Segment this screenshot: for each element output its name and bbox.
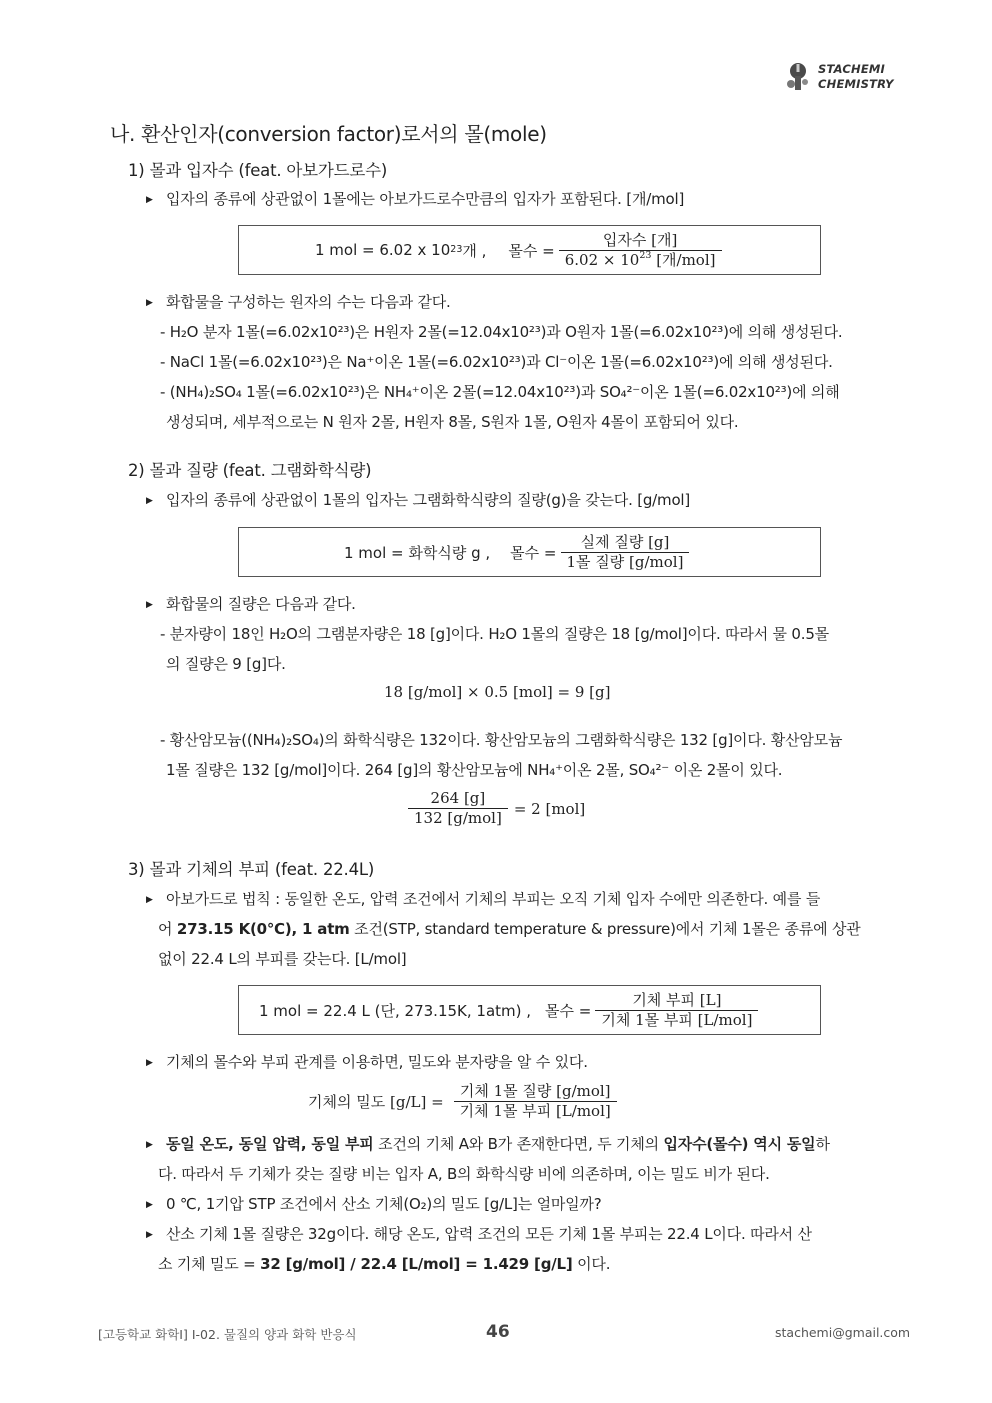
- bullet-icon: ▶: [146, 1058, 153, 1068]
- sub1-bullet1: ▶ 입자의 종류에 상관없이 1몰에는 아보가드로수만큼의 입자가 포함된다. [개/mol]: [146, 184, 684, 215]
- bullet-icon: ▶: [146, 895, 153, 905]
- sub2-title: 2) 몰과 질량 (feat. 그램화학식량): [128, 461, 372, 480]
- sub1-fraction: $\frac{\text{입자수 [개]}}{6.02 \times 10^{23} [개/mol]}$: [559, 231, 722, 270]
- sub1-line3: - (NH₄)₂SO₄ 1몰(=6.02x10²³)은 NH₄⁺이온 2몰(=12.04x10²³)과 SO₄²⁻이온 1몰(=6.02x10²³)에 의해: [160, 383, 840, 401]
- logo: [784, 60, 904, 96]
- sub3-formula-box: 1 mol = 22.4 L (단, 273.15K, 1atm) , 몰수 = $\frac{\text{기체 부피 [L]}}{\text{기체 1몰 부피 [L/mol]}}$: [238, 985, 821, 1035]
- sub2-equation1: 18 [g/mol] × 0.5 [mol] = 9 [g]: [384, 683, 611, 701]
- sub2-line1: - 분자량이 18인 H₂O의 그램분자량은 18 [g]이다. H₂O 1몰의 질량은 18 [g/mol]이다. 따라서 물 0.5몰: [160, 625, 829, 643]
- sub3-title: 3) 몰과 기체의 부피 (feat. 22.4L): [128, 860, 375, 879]
- sub3-fraction: $\frac{\text{기체 부피 [L]}}{\text{기체 1몰 부피 [L/mol]}}$: [595, 991, 758, 1030]
- sub3-bullet3-line2: 다. 따라서 두 기체가 갖는 질량 비는 입자 A, B의 화학식량 비에 의존하며, 이는 밀도 비가 된다.: [158, 1165, 770, 1183]
- sub3-bullet1-line2: 어 273.15 K(0℃), 1 atm 조건(STP, standard temperature & pressure)에서 기체 1몰은 종류에 상관: [158, 920, 861, 938]
- sub1-formula-box: 1 mol = 6.02 x 10 23 개 , 몰수 = $\frac{\text{입자수 [개]}}{6.02 \times 10^{23} [개/mol]}$: [238, 225, 821, 275]
- sub2-fraction: $\frac{\text{실제 질량 [g]}}{\text{1몰 질량 [g/mol]}}$: [561, 533, 690, 572]
- sub1-title: 1) 몰과 입자수 (feat. 아보가드로수): [128, 161, 388, 180]
- sub2-bullet1: ▶ 입자의 종류에 상관없이 1몰의 입자는 그램화학식량의 질량(g)을 갖는다. [g/mol]: [146, 485, 690, 516]
- bullet-icon: ▶: [146, 1200, 153, 1210]
- bullet-icon: ▶: [146, 496, 153, 506]
- page-number: 46: [486, 1322, 510, 1342]
- sub1-line1: - H₂O 분자 1몰(=6.02x10²³)은 H원자 2몰(=12.04x10²³)과 O원자 1몰(=6.02x10²³)에 의해 생성된다.: [160, 323, 843, 341]
- bullet-icon: ▶: [146, 1140, 153, 1150]
- footer-left: [고등학교 화학Ⅰ] Ⅰ-02. 물질의 양과 화학 반응식: [98, 1327, 357, 1342]
- sub3-bullet2: ▶ 기체의 몰수와 부피 관계를 이용하면, 밀도와 분자량을 알 수 있다.: [146, 1047, 588, 1078]
- sub3-bullet1-line3: 없이 22.4 L의 부피를 갖는다. [L/mol]: [158, 950, 407, 968]
- logo-line2: CHEMISTRY: [818, 77, 894, 91]
- sub2-line2b: 1몰 질량은 132 [g/mol]이다. 264 [g]의 황산암모늄에 NH₄⁺이온 2몰, SO₄²⁻ 이온 2몰이 있다.: [166, 761, 783, 779]
- sub2-line1b: 의 질량은 9 [g]다.: [166, 655, 286, 673]
- section-title: 나. 환산인자(conversion factor)로서의 몰(mole): [110, 122, 547, 146]
- sub2-equation2: $\frac{264 [g]}{\text{132 [g/mol]}}$ = 2 [mol]: [408, 789, 585, 828]
- sub2-formula-box: 1 mol = 화학식량 g , 몰수 = $\frac{\text{실제 질량 [g]}}{\text{1몰 질량 [g/mol]}}$: [238, 527, 821, 577]
- sub3-bullet5: ▶ 산소 기체 1몰 질량은 32g이다. 해당 온도, 압력 조건의 모든 기체 1몰 부피는 22.4 L이다. 따라서 산: [146, 1219, 812, 1250]
- logo-line1: STACHEMI: [818, 62, 886, 76]
- sub2-bullet2: ▶ 화합물의 질량은 다음과 같다.: [146, 589, 356, 620]
- sub3-bullet4: ▶ 0 ℃, 1기압 STP 조건에서 산소 기체(O₂)의 밀도 [g/L]는 얼마일까?: [146, 1189, 602, 1220]
- bullet-icon: ▶: [146, 195, 153, 205]
- sub3-density-equation: 기체의 밀도 [g/L] = $\frac{\text{기체 1몰 질량 [g/mol]}}{\text{기체 1몰 부피 [L/mol]}}$: [308, 1082, 617, 1121]
- bullet-icon: ▶: [146, 1230, 153, 1240]
- sub3-bullet3: ▶ 동일 온도, 동일 압력, 동일 부피 조건의 기체 A와 B가 존재한다면, 두 기체의 입자수(몰수) 역시 동일하: [146, 1129, 830, 1160]
- sub2-line2: - 황산암모늄((NH₄)₂SO₄)의 화학식량은 132이다. 황산암모늄의 그램화학식량은 132 [g]이다. 황산암모늄: [160, 731, 843, 749]
- bullet-icon: ▶: [146, 600, 153, 610]
- sub1-bullet2: ▶ 화합물을 구성하는 원자의 수는 다음과 같다.: [146, 287, 451, 318]
- sub3-bullet5-line2: 소 기체 밀도 = 32 [g/mol] / 22.4 [L/mol] = 1.429 [g/L] 이다.: [158, 1255, 611, 1273]
- sub1-line3b: 생성되며, 세부적으로는 N 원자 2몰, H원자 8몰, S원자 1몰, O원자 4몰이 포함되어 있다.: [166, 413, 739, 431]
- bullet-icon: ▶: [146, 298, 153, 308]
- sub3-bullet1: ▶ 아보가드로 법칙 : 동일한 온도, 압력 조건에서 기체의 부피는 오직 기체 입자 수에만 의존한다. 예를 들: [146, 884, 820, 915]
- flask-logo-icon: [784, 62, 812, 92]
- sub1-line2: - NaCl 1몰(=6.02x10²³)은 Na⁺이온 1몰(=6.02x10²³)과 Cl⁻이온 1몰(=6.02x10²³)에 의해 생성된다.: [160, 353, 833, 371]
- footer-email: stachemi@gmail.com: [775, 1325, 911, 1340]
